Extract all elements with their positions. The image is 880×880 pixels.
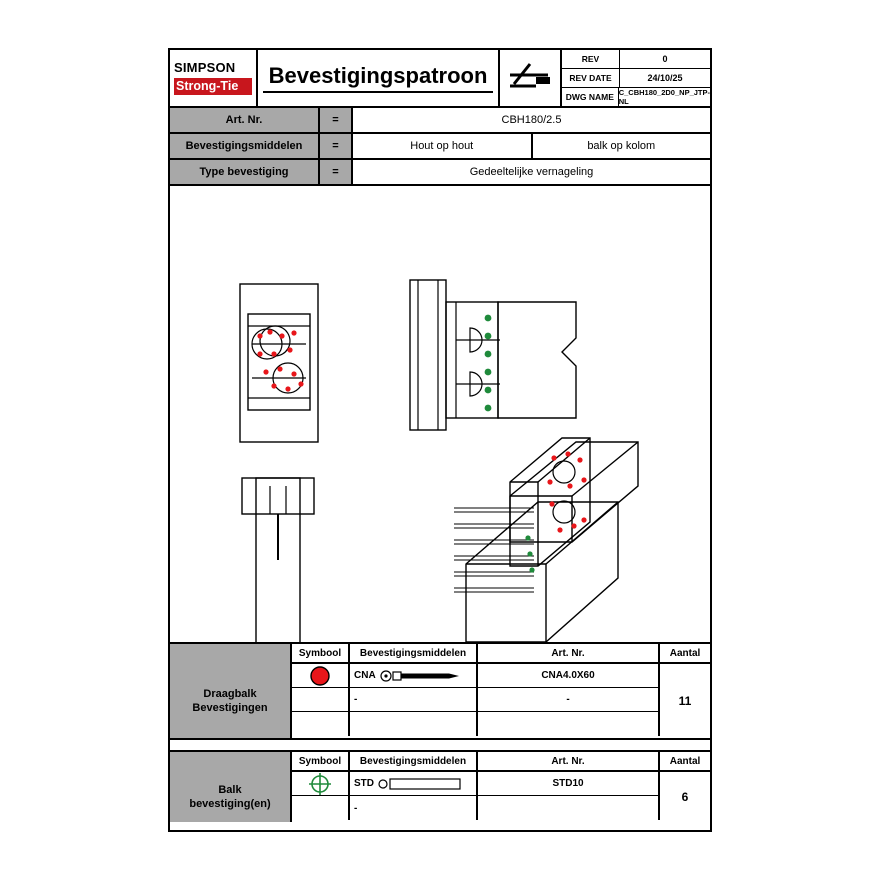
fixing-cell	[350, 664, 478, 687]
table-header-fixings: Bevestigingsmiddelen	[350, 644, 478, 662]
art-cell: CNA4.0X60	[478, 664, 660, 687]
spec-value: Hout op hout	[410, 140, 474, 152]
table-header-desc-spacer	[170, 752, 292, 772]
table-desc-line2: Bevestigingen	[192, 702, 268, 714]
front-view-dowel-marks	[485, 315, 492, 412]
sheet-title-cell	[258, 50, 500, 106]
fixing-label: STD	[354, 778, 374, 789]
dwg-name-label: DWG NAME	[562, 88, 619, 106]
dwg-name-row	[562, 88, 710, 106]
front-view-beam-column	[410, 280, 576, 430]
spec-value: CBH180/2.5	[501, 114, 562, 126]
table-desc-line1: Balk	[218, 784, 242, 796]
spec-table	[170, 108, 710, 186]
logo-simpson-text: SIMPSON	[174, 60, 236, 75]
spec-row-art-nr	[170, 108, 710, 134]
table-row	[292, 796, 660, 820]
page-title: Bevestigingspatroon	[263, 63, 494, 93]
table-row	[292, 712, 660, 736]
rev-date-label: REV DATE	[562, 69, 620, 87]
table-body	[170, 664, 710, 740]
drawing-area	[170, 186, 710, 642]
fixing-cell	[350, 772, 478, 795]
rev-row	[562, 50, 710, 69]
title-block	[170, 50, 710, 108]
iso-nail-marks	[547, 451, 586, 532]
table-header-symbol: Symbool	[292, 644, 350, 662]
spec-label: Art. Nr.	[170, 108, 320, 132]
art-cell	[478, 712, 660, 736]
art-cell: STD10	[478, 772, 660, 795]
revision-block	[562, 50, 710, 106]
spec-row-type-bevestiging	[170, 160, 710, 186]
logo-strongtie-text: Strong-Tie	[174, 78, 252, 95]
spec-equals: =	[320, 134, 353, 158]
fixing-table-draagbalk	[170, 642, 710, 740]
table-header-qty: Aantal	[669, 647, 701, 659]
spec-equals: =	[320, 160, 353, 184]
green-crosshair-circle-icon	[307, 772, 333, 796]
side-view-beam	[242, 478, 314, 642]
table-header-art: Art. Nr.	[478, 752, 660, 770]
table-rows	[292, 664, 660, 738]
table-rows	[292, 772, 660, 822]
table-header-fixings: Bevestigingsmiddelen	[350, 752, 478, 770]
red-filled-circle-icon	[307, 665, 333, 687]
welding-hatch-symbol-cell	[500, 50, 562, 106]
rev-value: 0	[662, 54, 668, 64]
rev-label: REV	[562, 50, 620, 68]
art-cell	[478, 796, 660, 820]
table-header-desc-spacer	[170, 644, 292, 664]
symbol-cell	[292, 688, 350, 711]
table-row	[292, 772, 660, 796]
nail-icon	[379, 669, 465, 683]
table-desc-cell	[170, 772, 292, 822]
table-row	[292, 688, 660, 712]
qty-cell: 11	[678, 694, 692, 708]
dwg-name-value: C_CBH180_2D0_NP_JTP-NL	[618, 88, 710, 106]
fixing-label: CNA	[354, 670, 376, 681]
fixing-cell: -	[350, 796, 478, 820]
rev-date-value: 24/10/25	[647, 73, 683, 83]
qty-cell: 6	[681, 790, 689, 804]
table-header-symbol: Symbool	[292, 752, 350, 770]
table-desc-cell	[170, 664, 292, 738]
table-body	[170, 772, 710, 822]
spec-value: Gedeeltelijke vernageling	[469, 166, 594, 178]
fixing-table-balk	[170, 750, 710, 822]
symbol-cell	[292, 712, 350, 736]
art-cell: -	[478, 688, 660, 711]
table-header-art: Art. Nr.	[478, 644, 660, 662]
dowel-icon	[377, 777, 465, 791]
table-header-qty: Aantal	[669, 755, 701, 767]
drawing-frame	[168, 48, 712, 832]
symbol-cell	[292, 772, 350, 795]
spec-value: balk op kolom	[531, 134, 711, 158]
company-logo	[170, 50, 258, 106]
table-header-row	[170, 752, 710, 772]
spec-row-bevestigingsmiddelen	[170, 134, 710, 160]
table-row	[292, 664, 660, 688]
table-desc-line2: bevestiging(en)	[189, 798, 271, 810]
table-header-row	[170, 644, 710, 664]
symbol-cell	[292, 664, 350, 687]
fixing-cell	[350, 712, 478, 736]
table-desc-line1: Draagbalk	[203, 688, 257, 700]
fixing-cell: -	[350, 688, 478, 711]
symbol-cell	[292, 796, 350, 820]
spec-label: Type bevestiging	[170, 160, 320, 184]
rev-date-row	[562, 69, 710, 88]
spec-label: Bevestigingsmiddelen	[170, 134, 320, 158]
hatch-symbol-icon	[500, 50, 560, 106]
spec-equals: =	[320, 108, 353, 132]
technical-drawing	[170, 186, 710, 642]
isometric-view-assembly	[454, 438, 638, 642]
iso-dowel-marks	[525, 535, 534, 572]
top-view-connector	[240, 284, 318, 442]
